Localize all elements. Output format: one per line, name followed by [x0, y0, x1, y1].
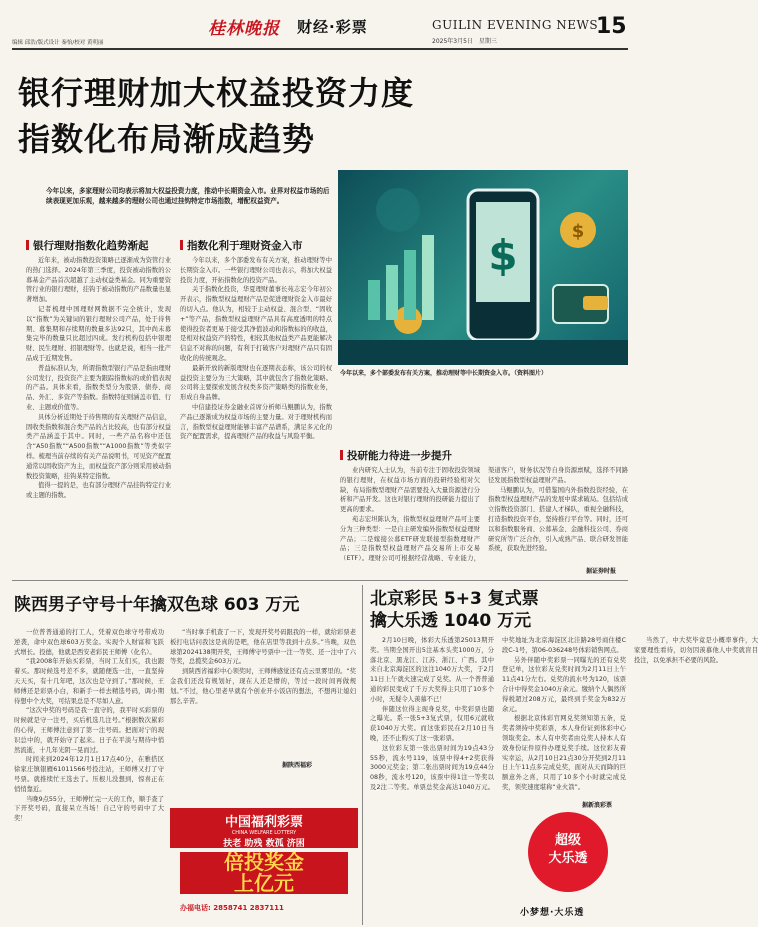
lottery-right-body-tail: [370, 806, 520, 922]
paragraph: 到陕西省福彩中心领奖时，王师傅感觉还有点云里雾里的。“奖金我们还没有规划好，现在人还是懵的，等过一段时间再做规划。”不过，他心里老早就有个创业开小饭店的想法，不想再让媳妇那么辛苦。: [170, 668, 356, 705]
ad-promo-line-1: 倍投奖金: [224, 850, 304, 874]
wallet-icon: [553, 285, 608, 323]
paragraph: “这次中奖的号码是我一直守的，我平时买彩票的时候就是守一注号，买后机选几注号。”根据数次累彩的心得，王师傅注意到了第一注号码。把面对宁的现识总中的，就开始守了起来。日子在平淡与期待中悄然流逝，十几年光阴一晃而过。: [14, 707, 164, 754]
ad-promo-line-2: 上亿元: [234, 871, 294, 895]
bar-chart-icon: [368, 235, 434, 320]
section-1-title: 银行理财指数化趋势渐起: [26, 238, 149, 253]
page-number: 15: [596, 14, 627, 39]
issue-date: 2025年3月5日 星期三: [432, 38, 497, 45]
badge-line-2: 大乐透: [548, 851, 588, 866]
lottery-left-title: 陕西男子守号十年擒双色球 603 万元: [14, 595, 300, 615]
ad-phone: [180, 903, 284, 913]
paragraph: 根据北京体彩官网兑奖须知第五条，兑奖者须持中奖彩票，本人身份证到体彩中心领取奖金。本人有中奖者由兑奖人持本人有效身份证件原件办理兑奖手续。这位彩友着实幸运，从2月10日21点30分开奖到2月11日上午11点多完成兑奖，面对从天而降的巨额意外之喜，只用了10多个小时就完成兑奖，领奖速度堪称“业火箭”。: [502, 715, 626, 791]
lottery-right-credit: 据新浪彩票: [582, 802, 613, 809]
main-headline: [18, 70, 414, 162]
article-lead: 今年以来，多家理财公司均表示将加大权益投资力度，推动中长期资金入市。业界对权益市场的后续表现更加乐观，越来越多的理财公司也通过挂钩特定市场指数，增配权益资产。: [46, 187, 330, 205]
paragraph: “我2008年开始买彩票，当时工友们买，我也跟着买。那时候选号差不多，就随便选一注，一直坚持天天买，有十几年吧，这次也是守到了。”那时候，王师傅还是彩票小白，和新手一样去精选号码，调小期待想中个大奖，可结果总是不尽如人意。: [14, 658, 164, 705]
section-divider: [12, 580, 628, 581]
paragraph: 关于指数化投资，华夏理财董事长苑志宏今年初公开表示，指数型权益理财产品是促进理财资金入市最好的切入点。他认为，相较于主动权益、混合型、“固收+”等产品，指数型权益理财产品具有高度透明的特点使得投资者更易于接受其净值波动和指数标的的收益，是相对权益资产的特性，相较其他权益类产品更能解决信息不对称的问题，有利于打破客户对理财产品只有固收化的传统观念。: [180, 286, 332, 362]
paragraph: 具体分析近期处于待售期的有关理财产品信息，固收类指数和混合类产品的占比较高，也有部分权益类产品涵盖于其中。同时，一些产品名称中还包含“A50指数”“A500指数”“A1000指数”等类似字样。梳理当前存续的有关产品说明书，可见资产配置通常以固收资产为主，而权益资产部分则采用被动指数投资策略，挂钩某特定指数。: [26, 413, 171, 480]
paragraph: 马鲲鹏认为，可借鉴国内外指数投资经验，在指数型权益理财产品的发展中谋求破局。包括结成立指数投资部门、搭建人才梯队，重视全融科技，打造指数投资平台，坚持推行平台等。同时，还可以和指数服务商、公募基金、金融科技公司、券商研究所等广泛合作，引入成熟产品、联合研发智能系统，获取先进经验。: [488, 486, 628, 553]
editor-credits: 编辑 邱浩/版式设计 秦怡/校对 黄明丽: [12, 40, 104, 46]
lottery-left-credit: 据陕西福彩: [282, 762, 313, 769]
paragraph: 业内研究人士认为，当前专注于固收投资领域的银行理财，在权益市场方面的投研经验相对欠缺，布局指数型理财产品需要投入大量资源进行分析和产品开发。这也对银行理财的投研能力提出了更高的要求。: [340, 467, 480, 514]
paragraph: 另外伴随中奖彩票一同曝光的还有兑奖登记单，这位彩友兑奖时间为2月11日上午11点41分左右。兑奖的流水号为120，该票合计中得奖金1040万余元。缴纳个人偶然所得税超过208万元，最终到手奖金为832万余元。: [502, 656, 626, 713]
paragraph: 中信建投证券金融业首席分析师马鲲鹏认为，指数产品已逐渐成为权益市场的主要力量。对于理财机构而言，指数型权益理财能够丰富产品谱系，满足多元化的资产配置需求，提高理财产品的收益与风险平衡。: [180, 403, 332, 441]
column-divider: [362, 585, 363, 925]
lottery-right-body: [370, 636, 758, 802]
paragraph: 近年来，被动指数投资策略已逐渐成为资管行业的热门选择。2024年第三季度，投资被动指数的公募基金产品首次超越了主动权益类基金。同为重要资管行业的银行理财，挂钩于被动指数的产品数量也显著增加。: [26, 257, 171, 304]
header-rule: [12, 48, 628, 50]
svg-text:$: $: [571, 221, 585, 242]
paragraph: 这位彩友第一张出票时间为19点43分55秒，流水号119，该票中得4+2奖获得3000元奖金；第二张出票时间为19点44分08秒，流水号120，该票中得1注一等奖以及2注二等奖。单票总奖金高达1040万元。中奖地址为北京海淀区北洼路28号商住楼C段C-1号，第06-036248号体彩销售网点。: [370, 637, 626, 791]
lottery-right-title: [370, 588, 539, 632]
ad-promo: [180, 852, 348, 894]
paragraph: 一位普普通通的打工人，凭着双色球守号带成功逆袭，命中双色球603万奖金。实现个人财富和飞跃式增长。投德，他就是西安老彩民王师傅（化名）。: [14, 629, 164, 656]
paragraph: “当时拿手机查了一下，发现开奖号码跟我的一样，就给彩票老板打电话问我这是真的是吧，他在店里等我到十点多。”当晚，双色球第2024138期开奖，王师傅守号票中一注一等奖、还一注中了六等奖，总揽奖金603万元。: [170, 629, 356, 666]
newspaper-brand: 桂林晚报: [208, 19, 280, 39]
section-2-title: 指数化利于理财资金入市: [180, 238, 303, 253]
section-1-body: [26, 256, 171, 578]
paragraph: 时间来到2024年12月1日17点40分，在雅搭区徐家庄镇银雁61011566号投注站，王师傅又打了守号票。就推续忙王选去了。压根儿没想到，惊喜正在悄悄靠近。: [14, 756, 164, 793]
ad-phone-label: 办福电话:: [180, 904, 211, 912]
paragraph: 普益标准认为，所谓指数型银行产品是指由理财公司发行，投资资产主要为跟踪指数标的或价值表现的产品。具体来看，指数类型分为股票、债券、商品、外汇、多资产等指数。指数特征则涵盖市值、行业、主题或价值等。: [26, 364, 171, 411]
paragraph: 2月10日晚，体彩大乐透第25013期开奖。当期全国开出5注基本头奖1000万，分落北京、黑龙江、江苏、浙江、广西。其中来自北京海淀区的这注1040万大奖，于2月11日上午就火速完成了兑奖。从一个普普通通的彩民变成了千万大奖得主只用了10多个小时，无疑令人羡慕不已！: [370, 637, 494, 703]
article-photo: [338, 170, 628, 365]
headline-line-2: 指数化布局渐成趋势: [18, 120, 316, 158]
ad-logo: 中国福利彩票: [224, 815, 303, 830]
section-2-body: [180, 256, 332, 574]
paragraph: 记者梳理中国理财网数据不完全统计，发现以“指数”为关键词的银行理财公司产品，处于待售期、募集期和存续期的数量多达92只，其中尚未募集完毕的数量只比超过四成。发行机构包括中银理财、民生理财、招银理财等。也就是说，相当一批产品成于近期发售。: [26, 305, 171, 362]
paragraph: 今年以来，多个部委发布有关方案，推动理财等中长期资金入市。一些银行理财公司也表示，将加大权益投资力度，开拓指数化的投资产品。: [180, 257, 332, 284]
paragraph: 当晚9点55分，王师傅忙完一天的工作，顺手查了下开奖号码，直接呆立当场！自己守的号码中了大奖！: [14, 795, 164, 823]
welfare-lottery-ad: [170, 808, 358, 924]
ad-phone-number: 2858741 2837111: [213, 904, 284, 912]
paragraph: 最新开放的新版理财也在逐期表态称，该公司的权益投资主要分为三大策略，其中就包含了指数化策略。公司将主要探索发展含权类多资产策略类的指数业务，形成自身品牌。: [180, 364, 332, 402]
super-lotto-slogan: 小梦想·大乐透: [520, 908, 585, 918]
photo-caption: 今年以来，多个部委发布有关方案，推动理财等中长期资金入市。（资料图片）: [340, 370, 548, 377]
paragraph: 苑志宏坦陈认为，指数型权益理财产品可主要分为三种类型：一是自主研发编外指数型权益理财产品；二是嫁接公募ETF研发联接型指数理财产品；三是指数型权益理财产品交易所上市交易（ETF）。理财公司可根据经营战略、专业能力，渠道客户，财务状况等自身资源禀赋，选择不同路径发展指数型权益理财产品。: [340, 467, 628, 563]
ad-header: [170, 808, 358, 848]
paragraph: 当然了，中大奖毕竟是小概率事件，大家要理性看待，切勿因羡慕他人中奖就盲目投注，以免承担不必要的风险。: [634, 637, 758, 664]
ad-logo-en: CHINA WELFARE LOTTERY: [231, 830, 297, 836]
paper-name: GUILIN EVENING NEWS: [432, 18, 599, 32]
article-credit: 据证券时报: [586, 568, 617, 575]
super-lotto-badge: [528, 812, 608, 892]
page-header: [0, 0, 640, 46]
section-3-body: [340, 466, 628, 564]
section-title: 财经·彩票: [297, 18, 368, 36]
lottery-left-body-col2: [170, 628, 356, 758]
lottery-right-title-line-2: 擒大乐透 1040 万元: [370, 611, 532, 631]
paragraph: 值得一提的是，也有部分理财产品挂钩特定行业或主题的指数。: [26, 482, 171, 500]
ad-slogan: 扶老 助残 救孤 济困: [223, 839, 305, 849]
paragraph: 伴随这位得主现身兑奖，中奖彩票也随之曝光。系一张5+3复式票，仅用6元就收获1040万大奖。而这张彩民在2月10日当晚，还不止购买了这一张彩票。: [370, 705, 494, 742]
lottery-right-title-line-1: 北京彩民 5+3 复式票: [370, 589, 539, 609]
svg-text:$: $: [488, 231, 518, 280]
badge-line-1: 超级: [554, 833, 581, 848]
lottery-left-body-col1: [14, 628, 164, 924]
headline-line-1: 银行理财加大权益投资力度: [18, 74, 415, 112]
dollar-icon: [488, 231, 517, 280]
photo-illustration: [338, 170, 628, 365]
section-3-title: 投研能力待进一步提升: [340, 448, 452, 463]
